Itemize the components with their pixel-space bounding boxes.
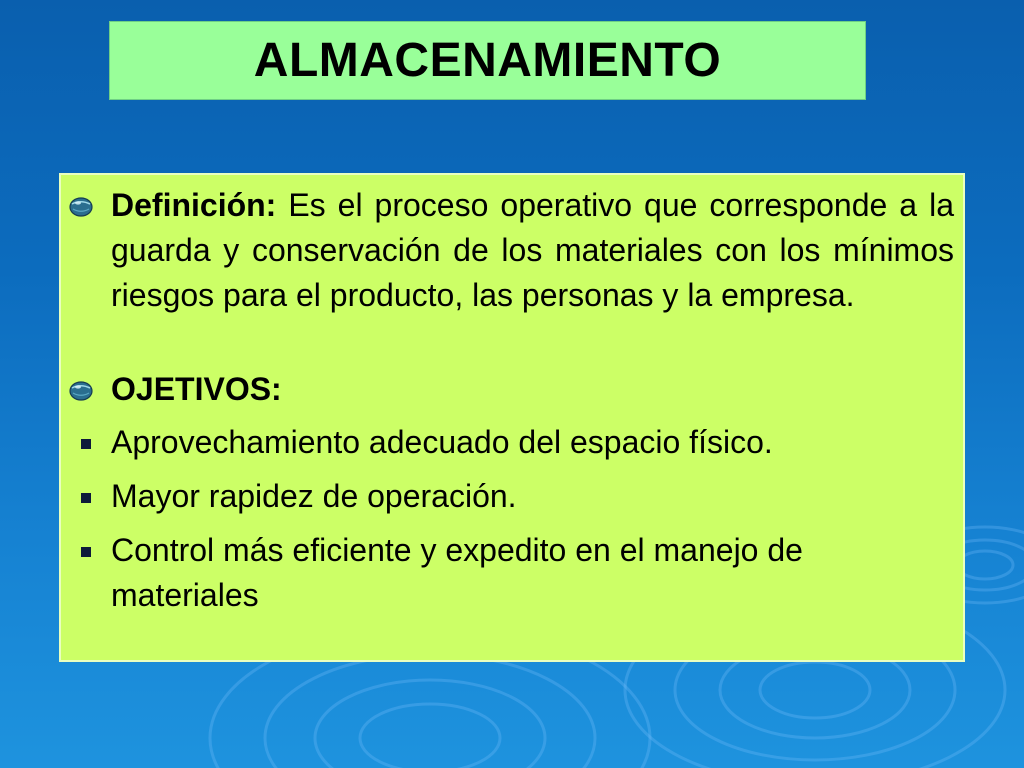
globe-bullet-icon — [69, 197, 93, 217]
globe-bullet-icon — [69, 381, 93, 401]
objectives-item — [111, 367, 954, 412]
slide-title: ALMACENAMIENTO — [253, 34, 722, 87]
objective-text: Aprovechamiento adecuado del espacio físico. — [111, 424, 773, 460]
objective-item — [111, 420, 954, 465]
title-box — [109, 21, 866, 100]
objective-item — [111, 474, 954, 519]
objectives-heading: OJETIVOS: — [111, 371, 282, 407]
objective-text: Control más eficiente y expedito en el manejo de materiales — [111, 532, 803, 613]
definition-item — [111, 183, 954, 318]
content-box — [59, 173, 965, 662]
objective-item — [111, 528, 954, 618]
square-bullet-icon — [81, 547, 91, 557]
definition-text: Es el proceso operativo que corresponde a la guarda y conservación de los materiales con los mínimos riesgos para el producto, las personas y la empresa. — [111, 187, 954, 313]
objective-text: Mayor rapidez de operación. — [111, 478, 517, 514]
square-bullet-icon — [81, 493, 91, 503]
square-bullet-icon — [81, 439, 91, 449]
definition-label: Definición: — [111, 187, 277, 223]
